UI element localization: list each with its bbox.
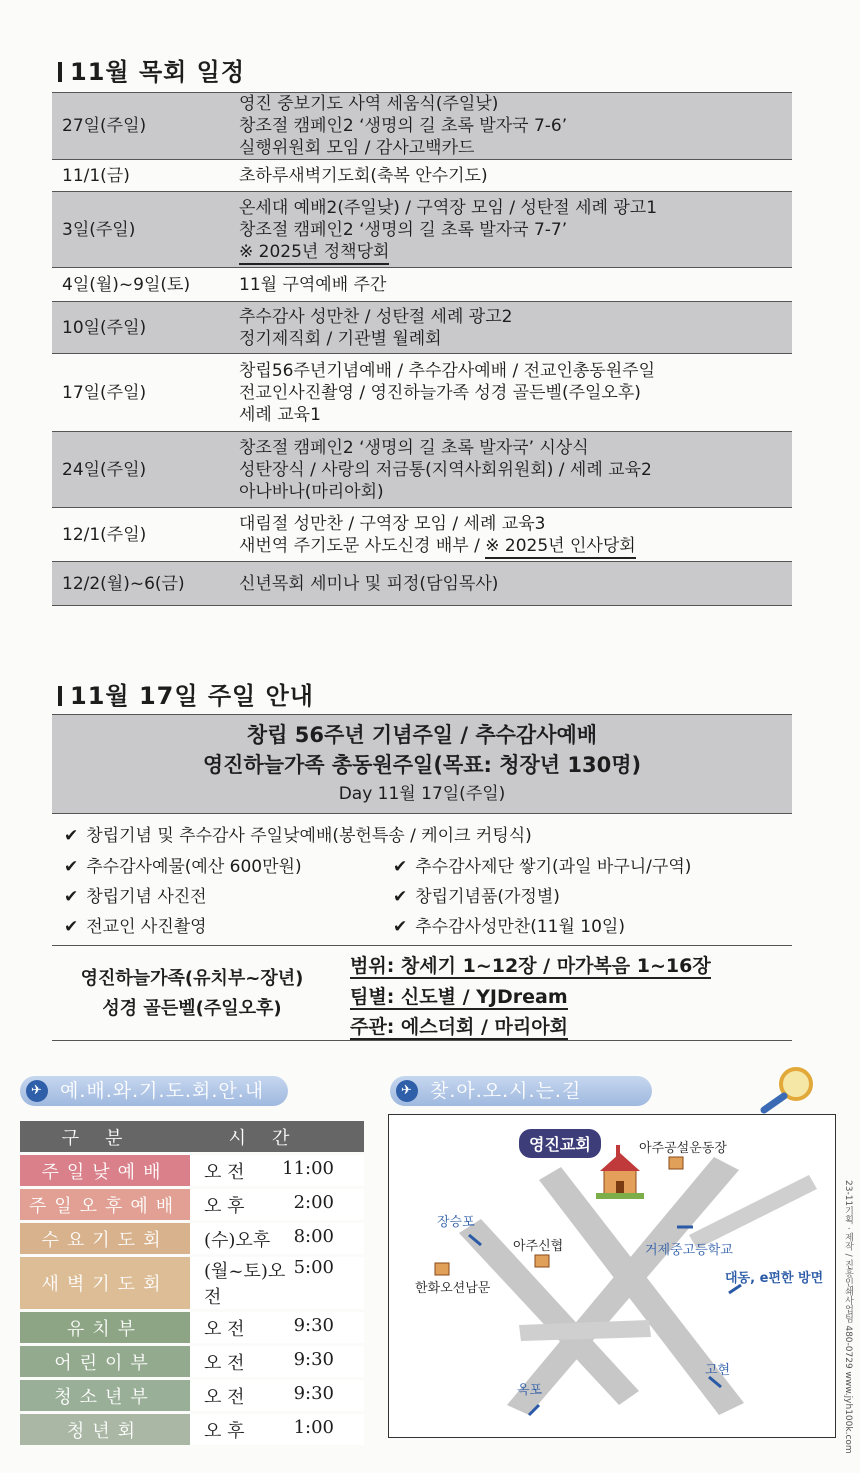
magnifier-icon: [752, 1064, 822, 1114]
schedule-event-line: 창조절 캠페인2 ‘생명의 길 초록 발자국 7-7’: [239, 219, 568, 240]
worship-when: (수)오후: [204, 1229, 271, 1251]
schedule-row: [52, 302, 792, 354]
schedule-event-line: 성탄장식 / 사랑의 저금통(지역사회위원회) / 세례 교육2: [239, 459, 652, 480]
label-gohyun: 고현: [705, 1363, 731, 1378]
schedule-event-line: 영진 중보기도 사역 세움식(주일낮): [239, 94, 499, 114]
schedule-event-line: 창립56주년기념예배 / 추수감사예배 / 전교인총동원주일: [239, 360, 655, 381]
arrow-icon: [709, 1377, 721, 1387]
underlined-text: ※ 2025년 인사당회: [485, 536, 635, 559]
map-arrows: [389, 1115, 835, 1437]
schedule-row: [52, 160, 792, 192]
check-item: [64, 882, 207, 907]
worship-when: 오 후: [204, 1420, 245, 1442]
worship-time: 2:00: [293, 1191, 334, 1213]
schedule-row: [52, 93, 792, 160]
worship-header-row: [20, 1121, 364, 1152]
schedule-events: [239, 432, 792, 508]
worship-when: 오 전: [204, 1161, 245, 1183]
label-okpo: 옥포: [517, 1383, 543, 1398]
schedule-event-line: 대림절 성만찬 / 구역장 모임 / 세례 교육3: [239, 513, 546, 534]
schedule-event-line: 정기제직회 / 기관별 월례회: [239, 328, 442, 349]
schedule-table: [52, 92, 792, 606]
schedule-heading: [58, 52, 245, 87]
worship-name: 청년회: [20, 1414, 190, 1445]
worship-name: 어린이부: [20, 1346, 190, 1377]
worship-time: 5:00: [293, 1257, 334, 1278]
schedule-events: [239, 93, 792, 160]
worship-time: 9:30: [293, 1314, 334, 1336]
worship-when: 오 후: [204, 1195, 245, 1217]
check-icon: ✔: [393, 887, 408, 907]
worship-time: 8:00: [293, 1225, 334, 1247]
check-text: 추수감사제단 쌓기(과일 바구니/구역): [415, 857, 692, 877]
label-stadium: 아주공설운동장: [639, 1141, 727, 1156]
worship-name: 새벽기도회: [20, 1257, 190, 1309]
dove-icon: ✈: [26, 1080, 48, 1102]
dove-icon: ✈: [396, 1080, 418, 1102]
schedule-events: [239, 302, 792, 354]
schedule-event-line: 아나바나(마리아회): [239, 481, 384, 502]
worship-when: 오 전: [204, 1352, 245, 1374]
worship-time: 9:30: [293, 1382, 334, 1404]
worship-row: [20, 1312, 364, 1343]
check-text: 창립기념 및 추수감사 주일낮예배(봉헌특송 / 케이크 커팅식): [86, 826, 532, 846]
schedule-event-line: 추수감사 성만찬 / 성탄절 세례 광고2: [239, 306, 513, 327]
schedule-event-line: 신년목회 세미나 및 피정(담임목사): [239, 573, 499, 594]
check-text: 추수감사성만찬(11월 10일): [415, 917, 625, 937]
arrow-icon: [529, 1405, 539, 1415]
schedule-date: 4일(월)~9일(토): [62, 274, 191, 295]
goldenbell-team-text: 팀별: 신도별 / YJDream: [350, 986, 568, 1008]
schedule-event-line: 초하루새벽기도회(축복 안수기도): [239, 165, 488, 186]
side-credit: 23-11기획 · 제작 / 진흥인쇄사업팀 480-0729 www.jyh100k.com: [843, 1180, 853, 1454]
worship-when: 오 전: [204, 1318, 245, 1340]
schedule-event-line: 새번역 주기도문 사도신경 배부 / ※ 2025년 인사당회: [239, 535, 792, 557]
worship-time: 9:30: [293, 1348, 334, 1370]
check-icon: ✔: [64, 887, 79, 907]
schedule-date: 17일(주일): [62, 382, 147, 403]
worship-name: 청소년부: [20, 1380, 190, 1411]
schedule-row: [52, 562, 792, 606]
worship-title-text: 예.배.와.기.도.회.안.내: [60, 1080, 265, 1102]
sunday-heading-text: 11월 17일 주일 안내: [70, 682, 314, 710]
location-map: [388, 1114, 836, 1438]
map-title-text: 찾.아.오.시.는.길: [430, 1080, 582, 1102]
worship-row: [20, 1155, 364, 1186]
schedule-date: 12/1(주일): [62, 524, 147, 545]
church-label: 영진교회: [519, 1129, 601, 1158]
worship-row: [20, 1257, 364, 1309]
worship-time-cell: [190, 1414, 364, 1445]
arrow-icon: [729, 1285, 741, 1293]
check-icon: ✔: [393, 917, 408, 937]
worship-row: [20, 1414, 364, 1445]
worship-name: 수요기도회: [20, 1223, 190, 1254]
worship-time-cell: [190, 1223, 364, 1254]
label-jangseungpo: 장승포: [437, 1215, 475, 1230]
schedule-event-line: 세례 교육1: [239, 404, 321, 425]
schedule-events: [239, 562, 792, 606]
goldenbell-scope-text: 범위: 창세기 1~12장 / 마가복음 1~16장: [350, 955, 711, 977]
label-ajusinhyup: 아주신협: [513, 1239, 564, 1254]
worship-table: [20, 1118, 364, 1448]
schedule-event-line: 11월 구역예배 주간: [239, 274, 387, 295]
goldenbell-host: [350, 1012, 568, 1039]
check-item: [393, 912, 625, 937]
schedule-heading-text: 11월 목회 일정: [70, 58, 246, 86]
worship-time-cell: [190, 1189, 364, 1220]
goldenbell-team: [350, 982, 568, 1009]
worship-time: 1:00: [293, 1416, 334, 1438]
notice-line2: 영진하늘가족 총동원주일(목표: 청장년 130명): [202, 753, 642, 777]
schedule-events: [239, 268, 792, 302]
label-hanwha: 한화오션남문: [415, 1281, 491, 1296]
schedule-events: [239, 508, 792, 562]
goldenbell-title: 영진하늘가족(유치부~장년): [80, 968, 304, 989]
notice-box: [52, 714, 792, 814]
schedule-date: 10일(주일): [62, 317, 147, 338]
check-item: [64, 912, 207, 937]
schedule-event-line: 창조절 캠페인2 ‘생명의 길 초록 발자국 7-6’: [239, 116, 568, 136]
goldenbell-subtitle: 성경 골든벨(주일오후): [102, 998, 282, 1019]
worship-when: (월~토)오전: [204, 1261, 286, 1308]
worship-row: [20, 1189, 364, 1220]
schedule-row: [52, 508, 792, 562]
check-icon: ✔: [393, 857, 408, 877]
schedule-row: [52, 192, 792, 268]
check-icon: ✔: [64, 857, 79, 877]
schedule-event-line: 전교인사진촬영 / 영진하늘가족 성경 골든벨(주일오후): [239, 382, 641, 403]
label-geoje-middle: 거제중고등학교: [645, 1243, 733, 1258]
schedule-event-line: 실행위원회 모임 / 감사고백카드: [239, 138, 475, 158]
schedule-events: [239, 354, 792, 432]
notice-day: Day 11월 17일(주일): [338, 784, 506, 804]
goldenbell-host-text: 주관: 에스더회 / 마리아회: [350, 1016, 568, 1038]
heading-bar: [58, 62, 62, 82]
goldenbell-scope: [350, 951, 711, 978]
worship-when: 오 전: [204, 1386, 245, 1408]
schedule-row: [52, 432, 792, 508]
header-time: 시간: [190, 1121, 364, 1152]
check-item-full: [64, 821, 532, 846]
schedule-date: 24일(주일): [62, 459, 147, 480]
sunday-heading: [58, 676, 314, 711]
schedule-date: 12/2(월)~6(금): [62, 573, 185, 594]
map-title: [390, 1076, 652, 1106]
schedule-date: 11/1(금): [62, 165, 130, 186]
worship-name: 주일오후예배: [20, 1189, 190, 1220]
schedule-events: [239, 160, 792, 192]
check-icon: ✔: [64, 826, 79, 846]
schedule-event-line: 온세대 예배2(주일낮) / 구역장 모임 / 성탄절 세례 광고1: [239, 197, 658, 218]
worship-time-cell: [190, 1155, 364, 1186]
schedule-date: 3일(주일): [62, 219, 136, 240]
check-text: 창립기념품(가정별): [415, 887, 560, 907]
check-item: [393, 882, 560, 907]
header-category: 구분: [20, 1121, 190, 1152]
worship-title: [20, 1076, 288, 1106]
divider: [52, 1040, 792, 1041]
worship-row: [20, 1346, 364, 1377]
check-text: 추수감사예물(예산 600만원): [86, 857, 302, 877]
check-item: [393, 852, 691, 877]
worship-time-cell: [190, 1380, 364, 1411]
notice-line1: 창립 56주년 기념주일 / 추수감사예배: [246, 723, 598, 747]
check-icon: ✔: [64, 917, 79, 937]
check-text: 창립기념 사진전: [86, 887, 207, 907]
heading-bar: [58, 686, 62, 706]
schedule-row: [52, 268, 792, 302]
check-text: 전교인 사진촬영: [86, 917, 207, 937]
check-item: [64, 852, 302, 877]
schedule-date: 27일(주일): [62, 116, 147, 136]
worship-time-cell: [190, 1312, 364, 1343]
worship-row: [20, 1380, 364, 1411]
schedule-events: [239, 192, 792, 268]
underlined-text: ※ 2025년 정책당회: [239, 242, 389, 265]
arrow-icon: [469, 1235, 481, 1245]
schedule-row: [52, 354, 792, 432]
worship-time-cell: [190, 1257, 364, 1309]
worship-name: 주일낮예배: [20, 1155, 190, 1186]
worship-row: [20, 1223, 364, 1254]
worship-time: 11:00: [282, 1157, 334, 1179]
worship-time-cell: [190, 1346, 364, 1377]
worship-name: 유치부: [20, 1312, 190, 1343]
schedule-event-line: [239, 241, 792, 263]
schedule-event-line: 창조절 캠페인2 ‘생명의 길 초록 발자국’ 시상식: [239, 437, 589, 458]
divider: [52, 945, 792, 946]
label-daedong: 대동, e편한 방면: [725, 1271, 824, 1286]
